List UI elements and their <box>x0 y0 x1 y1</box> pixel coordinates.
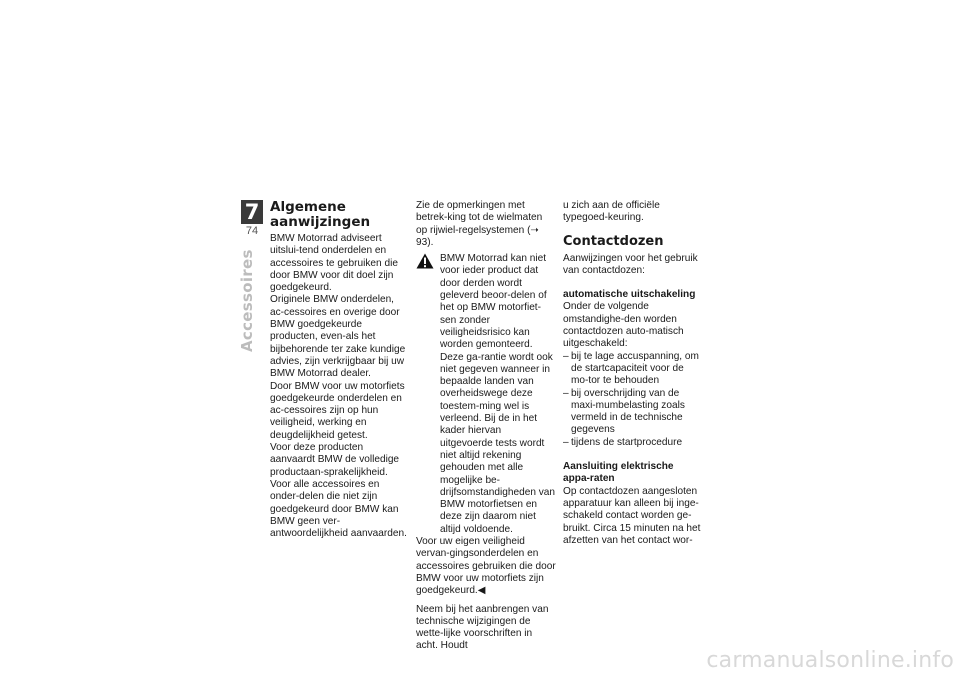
warning-tail: Voor uw eigen veiligheid vervan-gingsonderdelen en accessoires gebruiken die door BMW voor uw motorfiets zijn goedgekeurd.◀ <box>416 536 556 597</box>
paragraph-intro: Zie de opmerkingen met betrek-king tot de wielmaten op rijwiel-regelsystemen (➝ 93). <box>416 200 543 248</box>
subheading-auto-shutdown: automatische uitschakeling <box>563 289 696 301</box>
section-heading-sockets: Contactdozen <box>563 233 664 249</box>
list-item: – bij te lage accuspanning, om de startcapaciteit voor de mo-tor te behouden <box>563 351 703 388</box>
section-heading-general: Algemene aanwijzingen <box>270 199 371 230</box>
paragraph: Voor alle accessoires en onder-delen die niet zijn goedgekeurd door BMW kan BMW geen ver-antwoordelijkheid aanvaarden. <box>270 478 407 540</box>
paragraph: BMW Motorrad adviseert uitslui-tend onderdelen en accessoires te gebruiken die door BMW voor dit doel zijn goedgekeurd. <box>270 233 398 294</box>
chapter-side-label: Accessoires <box>238 249 256 352</box>
list-item: – tijdens de startprocedure <box>563 437 703 449</box>
warning-text: BMW Motorrad kan niet voor ieder product dat door derden wordt geleverd beoor-delen of het op BMW motorfiet-sen zonder veiligheidsrisico kan worden gemonteerd. Deze ga-rantie wordt ook niet gegeven wanneer in bepaalde landen van overheidswege deze toestem-ming wel is verleend. Bij de in het kader hiervan uitgevoerde tests wordt niet altijd rekening gehouden met alle mogelijke be-drijfsomstandigheden van BMW motorfietsen en deze zijn daarom niet altijd voldoende. <box>440 253 556 535</box>
subheading-electrical-devices: Aansluiting elektrische appa-raten <box>563 461 674 485</box>
paragraph: Door BMW voor uw motorfiets goedgekeurde onderdelen en ac-cessoires zijn op hun veiligheid, werking en deugdelijkheid getest. <box>270 380 405 441</box>
column-right <box>563 200 703 547</box>
watermark: carmanualsonline.info <box>706 648 954 673</box>
paragraph: Neem bij het aanbrengen van technische wijzigingen de wette-lijke voorschriften in acht. Houdt <box>416 603 549 652</box>
paragraph: Voor deze producten aanvaardt BMW de volledige productaan-sprakelijkheid. <box>270 442 400 478</box>
warning-block <box>416 253 556 536</box>
column-left <box>270 200 410 540</box>
warning-triangle-icon <box>416 253 434 269</box>
shutdown-conditions-list <box>563 351 703 449</box>
page-number: 74 <box>245 225 259 237</box>
chapter-number: 7 <box>241 200 263 224</box>
paragraph: Op contactdozen aangesloten apparatuur kan alleen bij inge-schakeld contact worden ge-bruikt. Circa 15 minuten na het afzetten van het contact wor- <box>563 485 701 546</box>
column-middle <box>416 200 556 653</box>
paragraph: Onder de volgende omstandighe-den worden contactdozen auto-matisch uitgeschakeld: <box>563 301 684 350</box>
paragraph: Aanwijzingen voor het gebruik van contactdozen: <box>563 252 698 276</box>
list-item: – bij overschrijding van de maxi-mumbelasting zoals vermeld in de technische gegevens <box>563 388 703 437</box>
paragraph: Originele BMW onderdelen, ac-cessoires en overige door BMW goedgekeurde producten, even-als het bijbehorende ter zake kundige advies, zijn verkrijgbaar bij uw BMW Motorrad dealer. <box>270 294 406 380</box>
paragraph-continuation: u zich aan de officiële typegoed-keuring. <box>563 200 660 224</box>
